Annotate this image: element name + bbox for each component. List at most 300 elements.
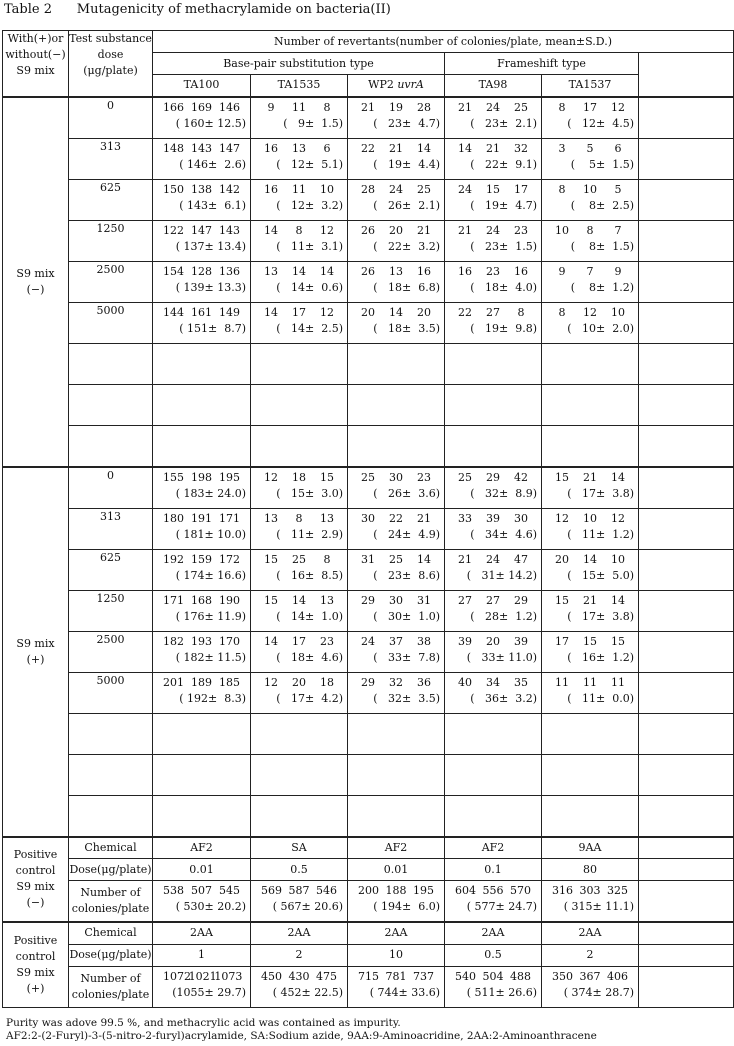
plate-counts xyxy=(445,967,541,985)
data-cell xyxy=(348,302,445,343)
plate-count: 29 xyxy=(486,470,500,484)
plate-counts xyxy=(348,673,444,691)
plate-counts xyxy=(445,591,541,609)
mean-sd: ( 577± 24.7) xyxy=(466,900,537,913)
plate-count: 14 xyxy=(583,552,597,566)
data-cell xyxy=(445,754,542,795)
mean-sd: ( 11± 0.0) xyxy=(567,691,634,705)
plate-counts xyxy=(251,509,347,527)
data-cell xyxy=(542,138,639,179)
empty-cell xyxy=(639,754,734,795)
control-chemical-row xyxy=(3,922,734,944)
plate-count: 30 xyxy=(389,470,403,484)
mean-sd: ( 9± 1.5) xyxy=(283,116,343,130)
data-cell xyxy=(153,302,251,343)
data-cell xyxy=(153,713,251,754)
empty-cell xyxy=(639,672,734,713)
plate-count: 34 xyxy=(486,675,500,689)
plate-count: 8 xyxy=(295,511,303,525)
plate-count: 191 xyxy=(191,511,212,525)
plate-count: 24 xyxy=(486,100,500,114)
data-cell xyxy=(542,590,639,631)
data-cell xyxy=(348,261,445,302)
control-chemical: 2AA xyxy=(348,922,445,944)
data-cell xyxy=(348,179,445,220)
data-cell xyxy=(445,384,542,425)
plate-count: 450 xyxy=(261,969,282,983)
plate-count: 11 xyxy=(583,675,597,689)
mean-sd: ( 23± 8.6) xyxy=(373,568,440,582)
data-cell xyxy=(251,261,348,302)
data-cell xyxy=(153,966,251,1007)
plate-count: 10 xyxy=(583,182,597,196)
plate-count: 7 xyxy=(586,264,594,278)
mean-sd: ( 8± 2.5) xyxy=(570,198,634,212)
data-cell xyxy=(542,549,639,590)
plate-count: 21 xyxy=(458,552,472,566)
plate-count: 504 xyxy=(482,969,504,983)
plate-counts xyxy=(445,673,541,691)
data-cell xyxy=(542,384,639,425)
mean-sd: ( 511± 26.6) xyxy=(466,985,537,999)
plate-counts xyxy=(251,98,347,116)
dose-value: 625 xyxy=(69,179,153,220)
plate-count: 325 xyxy=(607,884,628,897)
data-cell xyxy=(251,179,348,220)
plate-count: 147 xyxy=(191,223,212,237)
mean-sd: ( 26± 2.1) xyxy=(373,198,440,212)
plate-count: 195 xyxy=(219,470,240,484)
plate-count: 14 xyxy=(292,264,306,278)
data-cell xyxy=(542,302,639,343)
mean-sd: ( 5± 1.5) xyxy=(570,157,634,171)
plate-count: 17 xyxy=(292,305,306,319)
plate-count: 12 xyxy=(583,305,597,319)
empty-cell xyxy=(639,966,734,1007)
empty-cell xyxy=(639,881,734,923)
plate-counts xyxy=(542,591,638,609)
mean-sd: ( 192± 8.3) xyxy=(179,691,246,705)
plate-count: 9 xyxy=(267,100,275,114)
table-caption: Table 2 Mutagenicity of methacrylamide on bacteria(II) xyxy=(4,2,391,17)
mean-sd: ( 26± 3.6) xyxy=(373,486,440,500)
plate-counts xyxy=(348,632,444,650)
empty-cell xyxy=(639,837,734,859)
plate-count: 21 xyxy=(361,100,375,114)
data-cell xyxy=(348,881,445,923)
data-cell xyxy=(153,631,251,672)
plate-count: 26 xyxy=(361,223,375,237)
plate-count: 6 xyxy=(323,141,331,155)
plate-count: 17 xyxy=(555,634,569,648)
data-cell xyxy=(153,754,251,795)
mean-sd: ( 143± 6.1) xyxy=(179,198,246,212)
data-cell xyxy=(348,549,445,590)
positive-control-label: Positive control S9 mix (−) xyxy=(3,837,69,923)
mean-sd: ( 32± 8.9) xyxy=(470,486,537,500)
plate-count: 21 xyxy=(458,100,472,114)
data-cell xyxy=(251,631,348,672)
plate-count: 30 xyxy=(361,511,375,525)
plate-counts xyxy=(348,180,444,198)
plate-counts xyxy=(445,632,541,650)
empty-cell xyxy=(639,549,734,590)
control-dose: 0.5 xyxy=(251,859,348,881)
strain-wp2: WP2 uvrA xyxy=(348,75,445,97)
plate-count: 21 xyxy=(389,141,403,155)
data-cell xyxy=(445,966,542,1007)
plate-count: 715 xyxy=(358,969,379,983)
plate-count: 556 xyxy=(482,884,504,897)
plate-count: 31 xyxy=(361,552,375,566)
plate-count: 8 xyxy=(323,552,331,566)
plate-counts xyxy=(542,550,638,568)
plate-count: 781 xyxy=(385,969,407,983)
chemical-label: Chemical xyxy=(69,837,153,859)
plate-count: 8 xyxy=(586,223,594,237)
plate-counts xyxy=(153,221,250,239)
control-dose: 1 xyxy=(153,944,251,966)
plate-counts xyxy=(542,881,638,899)
empty-cell xyxy=(639,944,734,966)
plate-count: 27 xyxy=(486,305,500,319)
header-empty xyxy=(639,53,734,97)
table-row xyxy=(3,302,734,343)
plate-count: 16 xyxy=(458,264,472,278)
plate-counts xyxy=(251,468,347,486)
plate-count: 12 xyxy=(320,223,334,237)
data-cell xyxy=(445,508,542,549)
plate-count: 142 xyxy=(219,182,240,196)
mean-sd: ( 8± 1.2) xyxy=(570,280,634,294)
data-cell xyxy=(251,343,348,384)
empty-cell xyxy=(639,220,734,261)
plate-counts xyxy=(153,591,250,609)
plate-count: 23 xyxy=(486,264,500,278)
data-cell xyxy=(445,179,542,220)
plate-count: 138 xyxy=(191,182,212,196)
dose-value: 0 xyxy=(69,97,153,139)
plate-count: 185 xyxy=(219,675,240,689)
plate-counts xyxy=(251,262,347,280)
plate-count: 8 xyxy=(323,100,331,114)
plate-counts xyxy=(445,98,541,116)
data-cell xyxy=(445,713,542,754)
plate-count: 40 xyxy=(458,675,472,689)
mean-sd: ( 182± 11.5) xyxy=(175,650,246,664)
plate-count: 144 xyxy=(163,305,184,319)
plate-count: 18 xyxy=(320,675,334,689)
control-dose: 0.1 xyxy=(445,859,542,881)
dose-value xyxy=(69,713,153,754)
plate-count: 8 xyxy=(558,182,566,196)
mean-sd: ( 19± 4.7) xyxy=(470,198,537,212)
s9-group-label: S9 mix (−) xyxy=(3,97,69,467)
data-cell xyxy=(153,425,251,467)
table-row xyxy=(3,261,734,302)
mean-sd: ( 33± 7.8) xyxy=(373,650,440,664)
data-cell xyxy=(542,754,639,795)
data-cell xyxy=(153,384,251,425)
footnotes xyxy=(6,1017,597,1043)
plate-count: 406 xyxy=(607,969,628,983)
data-cell xyxy=(153,467,251,509)
plate-count: 11 xyxy=(611,675,625,689)
data-cell xyxy=(153,343,251,384)
plate-count: 3 xyxy=(558,141,566,155)
mean-sd: ( 315± 11.1) xyxy=(563,900,634,913)
control-dose: 10 xyxy=(348,944,445,966)
data-cell xyxy=(348,467,445,509)
plate-count: 16 xyxy=(514,264,528,278)
data-cell xyxy=(445,138,542,179)
mean-sd: ( 33± 11.0) xyxy=(466,650,537,664)
plate-count: 169 xyxy=(191,100,212,114)
data-cell xyxy=(348,754,445,795)
data-cell xyxy=(542,508,639,549)
data-cell xyxy=(445,631,542,672)
data-cell xyxy=(251,590,348,631)
plate-count: 8 xyxy=(558,100,566,114)
data-cell xyxy=(348,590,445,631)
data-cell xyxy=(445,795,542,837)
control-chemical: SA xyxy=(251,837,348,859)
mean-sd: ( 137± 13.4) xyxy=(175,239,246,253)
data-cell xyxy=(153,138,251,179)
plate-count: 20 xyxy=(417,305,431,319)
footnote-abbreviations: AF2:2-(2-Furyl)-3-(5-nitro-2-furyl)acrylamide, SA:Sodium azide, 9AA:9-Aminoacridine, 2AA:2-Aminoanthracene xyxy=(6,1030,597,1042)
plate-count: 12 xyxy=(264,470,278,484)
plate-count: 21 xyxy=(583,593,597,607)
data-cell xyxy=(251,713,348,754)
plate-count: 8 xyxy=(517,305,525,319)
plate-counts xyxy=(445,881,541,899)
header-s9-column: With(+)or without(−) S9 mix xyxy=(3,31,69,97)
data-cell xyxy=(153,97,251,139)
dose-value xyxy=(69,343,153,384)
table-row xyxy=(3,590,734,631)
dose-value: 313 xyxy=(69,508,153,549)
plate-counts xyxy=(251,967,347,985)
plate-count: 303 xyxy=(579,884,601,897)
data-cell xyxy=(542,966,639,1007)
plate-count: 192 xyxy=(163,552,184,566)
plate-count: 17 xyxy=(583,100,597,114)
plate-count: 146 xyxy=(219,100,240,114)
plate-counts xyxy=(542,468,638,486)
table-row xyxy=(3,179,734,220)
plate-counts xyxy=(251,632,347,650)
plate-count: 12 xyxy=(611,511,625,525)
table-row xyxy=(3,631,734,672)
plate-count: 22 xyxy=(458,305,472,319)
plate-count: 148 xyxy=(163,141,184,155)
dose-value: 1250 xyxy=(69,220,153,261)
plate-count: 29 xyxy=(361,593,375,607)
plate-count: 14 xyxy=(264,634,278,648)
mean-sd: ( 23± 2.1) xyxy=(470,116,537,130)
plate-count: 25 xyxy=(361,470,375,484)
plate-count: 171 xyxy=(219,511,240,525)
plate-counts xyxy=(153,550,250,568)
data-cell xyxy=(445,425,542,467)
empty-cell xyxy=(639,261,734,302)
plate-counts xyxy=(251,180,347,198)
mean-sd: ( 31± 14.2) xyxy=(466,568,537,582)
data-cell xyxy=(445,343,542,384)
plate-counts xyxy=(153,180,250,198)
mean-sd: ( 374± 28.7) xyxy=(563,985,634,999)
data-cell xyxy=(153,261,251,302)
plate-count: 24 xyxy=(458,182,472,196)
mean-sd: ( 11± 2.9) xyxy=(276,527,343,541)
plate-count: 25 xyxy=(292,552,306,566)
mean-sd: ( 22± 9.1) xyxy=(470,157,537,171)
dose-value: 5000 xyxy=(69,672,153,713)
plate-count: 15 xyxy=(555,593,569,607)
strain-ta1537: TA1537 xyxy=(542,75,639,97)
data-cell xyxy=(251,302,348,343)
mean-sd: ( 452± 22.5) xyxy=(272,985,343,999)
plate-counts xyxy=(251,591,347,609)
plate-count: 190 xyxy=(219,593,240,607)
plate-count: 7 xyxy=(614,223,622,237)
plate-count: 32 xyxy=(389,675,403,689)
plate-counts xyxy=(445,139,541,157)
data-cell xyxy=(251,754,348,795)
plate-count: 36 xyxy=(417,675,431,689)
data-cell xyxy=(251,795,348,837)
plate-count: 172 xyxy=(219,552,240,566)
table-row xyxy=(3,795,734,837)
mean-sd: ( 23± 1.5) xyxy=(470,239,537,253)
colonies-label: Number of colonies/plate xyxy=(69,881,153,923)
plate-count: 180 xyxy=(163,511,184,525)
data-cell xyxy=(445,881,542,923)
data-cell xyxy=(251,384,348,425)
chemical-label: Chemical xyxy=(69,922,153,944)
data-cell xyxy=(445,467,542,509)
data-cell xyxy=(348,384,445,425)
plate-counts xyxy=(445,468,541,486)
plate-count: 23 xyxy=(514,223,528,237)
plate-count: 149 xyxy=(219,305,240,319)
mean-sd: ( 10± 2.0) xyxy=(567,321,634,335)
mean-sd: ( 14± 0.6) xyxy=(276,280,343,294)
data-cell xyxy=(542,467,639,509)
empty-cell xyxy=(639,859,734,881)
control-dose-row xyxy=(3,859,734,881)
dose-value: 1250 xyxy=(69,590,153,631)
mutagenicity-table xyxy=(2,30,734,1008)
plate-counts xyxy=(542,509,638,527)
mean-sd: ( 15± 5.0) xyxy=(567,568,634,582)
plate-count: 546 xyxy=(316,884,337,897)
plate-count: 1072 xyxy=(163,969,191,983)
table-row xyxy=(3,508,734,549)
plate-count: 21 xyxy=(417,511,431,525)
mean-sd: ( 34± 4.6) xyxy=(470,527,537,541)
plate-count: 159 xyxy=(191,552,212,566)
strain-ta1535: TA1535 xyxy=(251,75,348,97)
plate-count: 14 xyxy=(417,552,431,566)
plate-count: 14 xyxy=(611,593,625,607)
data-cell xyxy=(348,425,445,467)
plate-count: 14 xyxy=(320,264,334,278)
plate-counts xyxy=(348,303,444,321)
plate-counts xyxy=(542,98,638,116)
plate-counts xyxy=(542,303,638,321)
dose-value xyxy=(69,425,153,467)
plate-counts xyxy=(153,673,250,691)
mean-sd: ( 14± 2.5) xyxy=(276,321,343,335)
plate-count: 155 xyxy=(163,470,184,484)
mean-sd: ( 18± 4.6) xyxy=(276,650,343,664)
plate-counts xyxy=(251,303,347,321)
positive-control-label: Positive control S9 mix (+) xyxy=(3,922,69,1007)
plate-count: 5 xyxy=(586,141,594,155)
plate-count: 30 xyxy=(389,593,403,607)
mean-sd: ( 146± 2.6) xyxy=(179,157,246,171)
plate-count: 189 xyxy=(191,675,212,689)
empty-cell xyxy=(639,631,734,672)
mean-sd: ( 194± 6.0) xyxy=(373,900,440,913)
plate-count: 147 xyxy=(219,141,240,155)
plate-count: 19 xyxy=(389,100,403,114)
plate-count: 604 xyxy=(455,884,476,897)
table-row xyxy=(3,343,734,384)
plate-counts xyxy=(348,509,444,527)
dose-value xyxy=(69,384,153,425)
data-cell xyxy=(542,343,639,384)
plate-count: 128 xyxy=(191,264,212,278)
mean-sd: (1055± 29.7) xyxy=(172,985,246,999)
plate-counts xyxy=(542,967,638,985)
control-count-row xyxy=(3,881,734,923)
control-chemical: AF2 xyxy=(445,837,542,859)
plate-count: 143 xyxy=(219,223,240,237)
plate-count: 171 xyxy=(163,593,184,607)
table-row xyxy=(3,672,734,713)
data-cell xyxy=(251,508,348,549)
plate-count: 27 xyxy=(458,593,472,607)
plate-counts xyxy=(153,98,250,116)
plate-counts xyxy=(348,139,444,157)
plate-count: 150 xyxy=(163,182,184,196)
plate-count: 12 xyxy=(555,511,569,525)
plate-counts xyxy=(153,509,250,527)
data-cell xyxy=(251,97,348,139)
mean-sd: ( 14± 1.0) xyxy=(276,609,343,623)
plate-count: 17 xyxy=(292,634,306,648)
plate-count: 28 xyxy=(361,182,375,196)
plate-count: 15 xyxy=(555,470,569,484)
plate-counts xyxy=(542,180,638,198)
plate-count: 31 xyxy=(417,593,431,607)
dose-value: 625 xyxy=(69,549,153,590)
plate-count: 18 xyxy=(292,470,306,484)
data-cell xyxy=(153,549,251,590)
plate-count: 20 xyxy=(361,305,375,319)
data-cell xyxy=(542,425,639,467)
data-cell xyxy=(153,508,251,549)
mean-sd: ( 160± 12.5) xyxy=(175,116,246,130)
data-cell xyxy=(348,138,445,179)
data-cell xyxy=(348,672,445,713)
plate-count: 32 xyxy=(514,141,528,155)
plate-count: 11 xyxy=(292,100,306,114)
control-chemical: 2AA xyxy=(251,922,348,944)
